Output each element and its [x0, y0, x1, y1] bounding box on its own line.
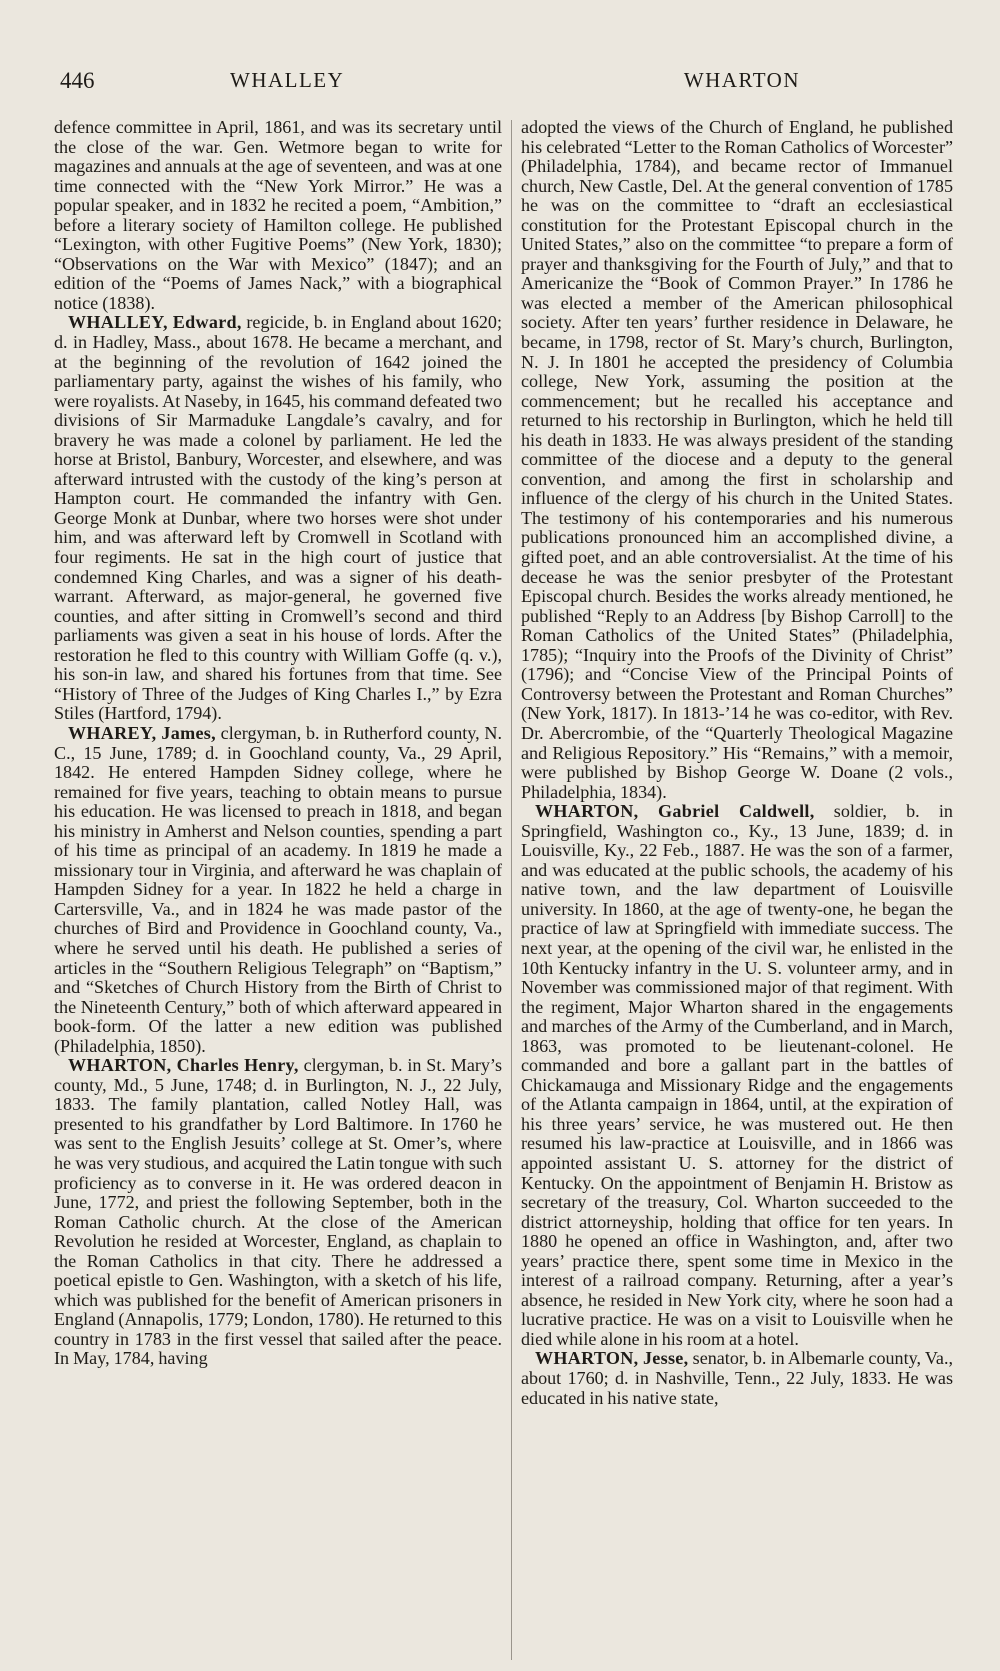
- entry-whalley-edward: [54, 313, 502, 723]
- running-header: [60, 68, 940, 98]
- page-number: 446: [60, 68, 95, 93]
- entry-text: regicide, b. in England about 1620; d. in Hadley, Mass., about 1678. He became a merchant, and at the beginning of the revolution of 1642 joined the parliamentary party, against the wishes of his family, who were royalists. At Naseby, in 1645, his command defeated two divisions of Sir Marmaduke Langdale’s cavalry, and for bravery he was made a colonel by parliament. He led the horse at Bristol, Banbury, Worcester, and elsewhere, and was afterward intrusted with the custody of the king’s person at Hampton court. He commanded the infantry with Gen. George Monk at Dunbar, where two horses were shot under him, and was afterward left by Cromwell in Scotland with four regiments. He sat in the high court of justice that condemned King Charles, and was a signer of his death-warrant. Afterward, as major-general, he governed five counties, and after sitting in Cromwell’s second and third parliaments was given a seat in his house of lords. After the restoration he fled to this country with William Goffe (q. v.), his son-in law, and shared his fortunes from that time. See “History of Three of the Judges of King Charles I.,” by Ezra Stiles (Hartford, 1794).: [54, 312, 502, 724]
- continued-paragraph: defence committee in April, 1861, and was its secretary until the close of the war. Gen. Wetmore began to write for magazines and annuals at the age of seventeen, and was at one time connected with the “New York Mirror.” He was a popular speaker, and in 1832 he recited a poem, “Ambition,” before a literary society of Hamilton college. He published “Lexington, with other Fugitive Poems” (New York, 1830); “Observations on the War with Mexico” (1847); and an edition of the “Poems of James Nack,” with a biographical notice (1838).: [54, 117, 502, 313]
- entry-headword: WHALLEY, Edward,: [68, 312, 242, 333]
- entry-headword: WHARTON, Charles Henry,: [68, 1055, 299, 1076]
- right-column: [521, 118, 953, 1408]
- entry-text: clergyman, b. in St. Mary’s county, Md., 5 June, 1748; d. in Burlington, N. J., 22 July, 1833. The family plantation, called Notley Hall, was presented to his grandfather by Lord Baltimore. In 1760 he was sent to the English Jesuits’ college at St. Omer’s, where he was very studious, and acquired the Latin tongue with such proficiency as to converse in it. He was ordered deacon in June, 1772, and priest the following September, both in the Roman Catholic church. At the close of the American Revolution he resided at Worcester, England, as chaplain to the Roman Catholics in that city. There he addressed a poetical epistle to Gen. Washington, with a sketch of his life, which was published for the benefit of American prisoners in England (Annapolis, 1779; London, 1780). He returned to this country in 1783 in the first vessel that sailed after the peace. In May, 1784, having: [54, 1055, 502, 1369]
- entry-headword: WHARTON, Jesse,: [535, 1348, 689, 1369]
- entry-headword: WHARTON, Gabriel Caldwell,: [535, 801, 815, 822]
- entry-text: clergyman, b. in Rutherford county, N. C., 15 June, 1789; d. in Goochland county, Va., 29 April, 1842. He entered Hampden Sidney college, where he remained for five years, teaching to obtain means to pursue his education. He was licensed to preach in 1818, and began his ministry in Amherst and Nelson counties, spending a part of his time as principal of an academy. In 1819 he made a missionary tour in Virginia, and afterward he was chaplain of Hampden Sidney for a year. In 1822 he held a charge in Cartersville, Va., and in 1824 he was made pastor of the churches of Bird and Providence in Goochland county, Va., where he served until his death. He published a series of articles in the “Southern Religious Telegraph” on “Baptism,” and “Sketches of Church History from the Birth of Christ to the Nineteenth Century,” both of which afterward appeared in book-form. Of the latter a new edition was published (Philadelphia, 1850).: [54, 722, 502, 1056]
- right-running-head: WHARTON: [683, 68, 800, 92]
- continued-paragraph: adopted the views of the Church of England, he published his celebrated “Letter to the Roman Catholics of Worcester” (Philadelphia, 1784), and became rector of Immanuel church, New Castle, Del. At the general convention of 1785 he was on the committee to “draft an ecclesiastical constitution for the Protestant Episcopal church in the United States,” also on the committee “to prepare a form of prayer and thanksgiving for the Fourth of July,” and that to Americanize the “Book of Common Prayer.” In 1786 he was elected a member of the American philosophical society. After ten years’ further residence in Delaware, he became, in 1798, rector of St. Mary’s church, Burlington, N. J. In 1801 he accepted the presidency of Columbia college, New York, assuming the position at the commencement; but he recalled his acceptance and returned to his rectorship in Burlington, which he held till his death in 1833. He was always president of the standing committee of the diocese and a deputy to the general convention, and among the first in scholarship and influence of the clergy of his church in the United States. The testimony of his contemporaries and his numerous publications pronounced him an accomplished divine, a gifted poet, and an able controversialist. At the time of his decease he was the senior presbyter of the Protestant Episcopal church. Besides the works already mentioned, he published “Reply to an Address [by Bishop Carroll] to the Roman Catholics of the United States” (Philadelphia, 1785); “Inquiry into the Proofs of the Divinity of Christ” (1796); and “Concise View of the Principal Points of Controversy between the Protestant and Roman Churches” (New York, 1817). In 1813-’14 he was co-editor, with Rev. Dr. Abercrombie, of the “Quarterly Theological Magazine and Religious Repository.” His “Remains,” with a memoir, were published by Bishop George W. Doane (2 vols., Philadelphia, 1834).: [521, 117, 953, 802]
- column-divider: [511, 120, 512, 1660]
- entry-wharey-james: [54, 724, 502, 1056]
- entry-wharton-charles-henry: [54, 1056, 502, 1369]
- left-column: [54, 118, 502, 1369]
- left-running-head: WHALLEY: [230, 68, 345, 92]
- entry-text: soldier, b. in Springfield, Washington co., Ky., 13 June, 1839; d. in Louisville, Ky., 22 Feb., 1887. He was the son of a farmer, and was educated at the public schools, the academy of his native town, and the law department of Louisville university. In 1860, at the age of twenty-one, he began the practice of law at Springfield with immediate success. The next year, at the opening of the civil war, he enlisted in the 10th Kentucky infantry in the U. S. volunteer army, and in November was commissioned major of that regiment. With the regiment, Major Wharton shared in the engagements and marches of the Army of the Cumberland, and in March, 1863, was promoted to be lieutenant-colonel. He commanded and bore a gallant part in the battles of Chickamauga and Missionary Ridge and the engagements of the Atlanta campaign in 1864, until, at the expiration of his three years’ service, he was mustered out. He then resumed his law-practice at Louisville, and in 1866 was appointed assistant U. S. attorney for the district of Kentucky. On the appointment of Benjamin H. Bristow as secretary of the treasury, Col. Wharton succeeded to the district attorneyship, holding that office for ten years. In 1880 he opened an office in Washington, and, after two years’ practice there, spent some time in Mexico in the interest of a railroad company. Returning, after a year’s absence, he resided in New York city, where he soon had a lucrative practice. He was on a visit to Louisville when he died while alone in his room at a hotel.: [521, 801, 953, 1349]
- entry-headword: WHAREY, James,: [68, 722, 216, 743]
- entry-text: senator, b. in Albemarle county, Va., about 1760; d. in Nashville, Tenn., 22 July, 1833. He was educated in his native state,: [521, 1348, 953, 1408]
- entry-wharton-jesse: [521, 1349, 953, 1408]
- entry-wharton-gabriel-caldwell: [521, 802, 953, 1349]
